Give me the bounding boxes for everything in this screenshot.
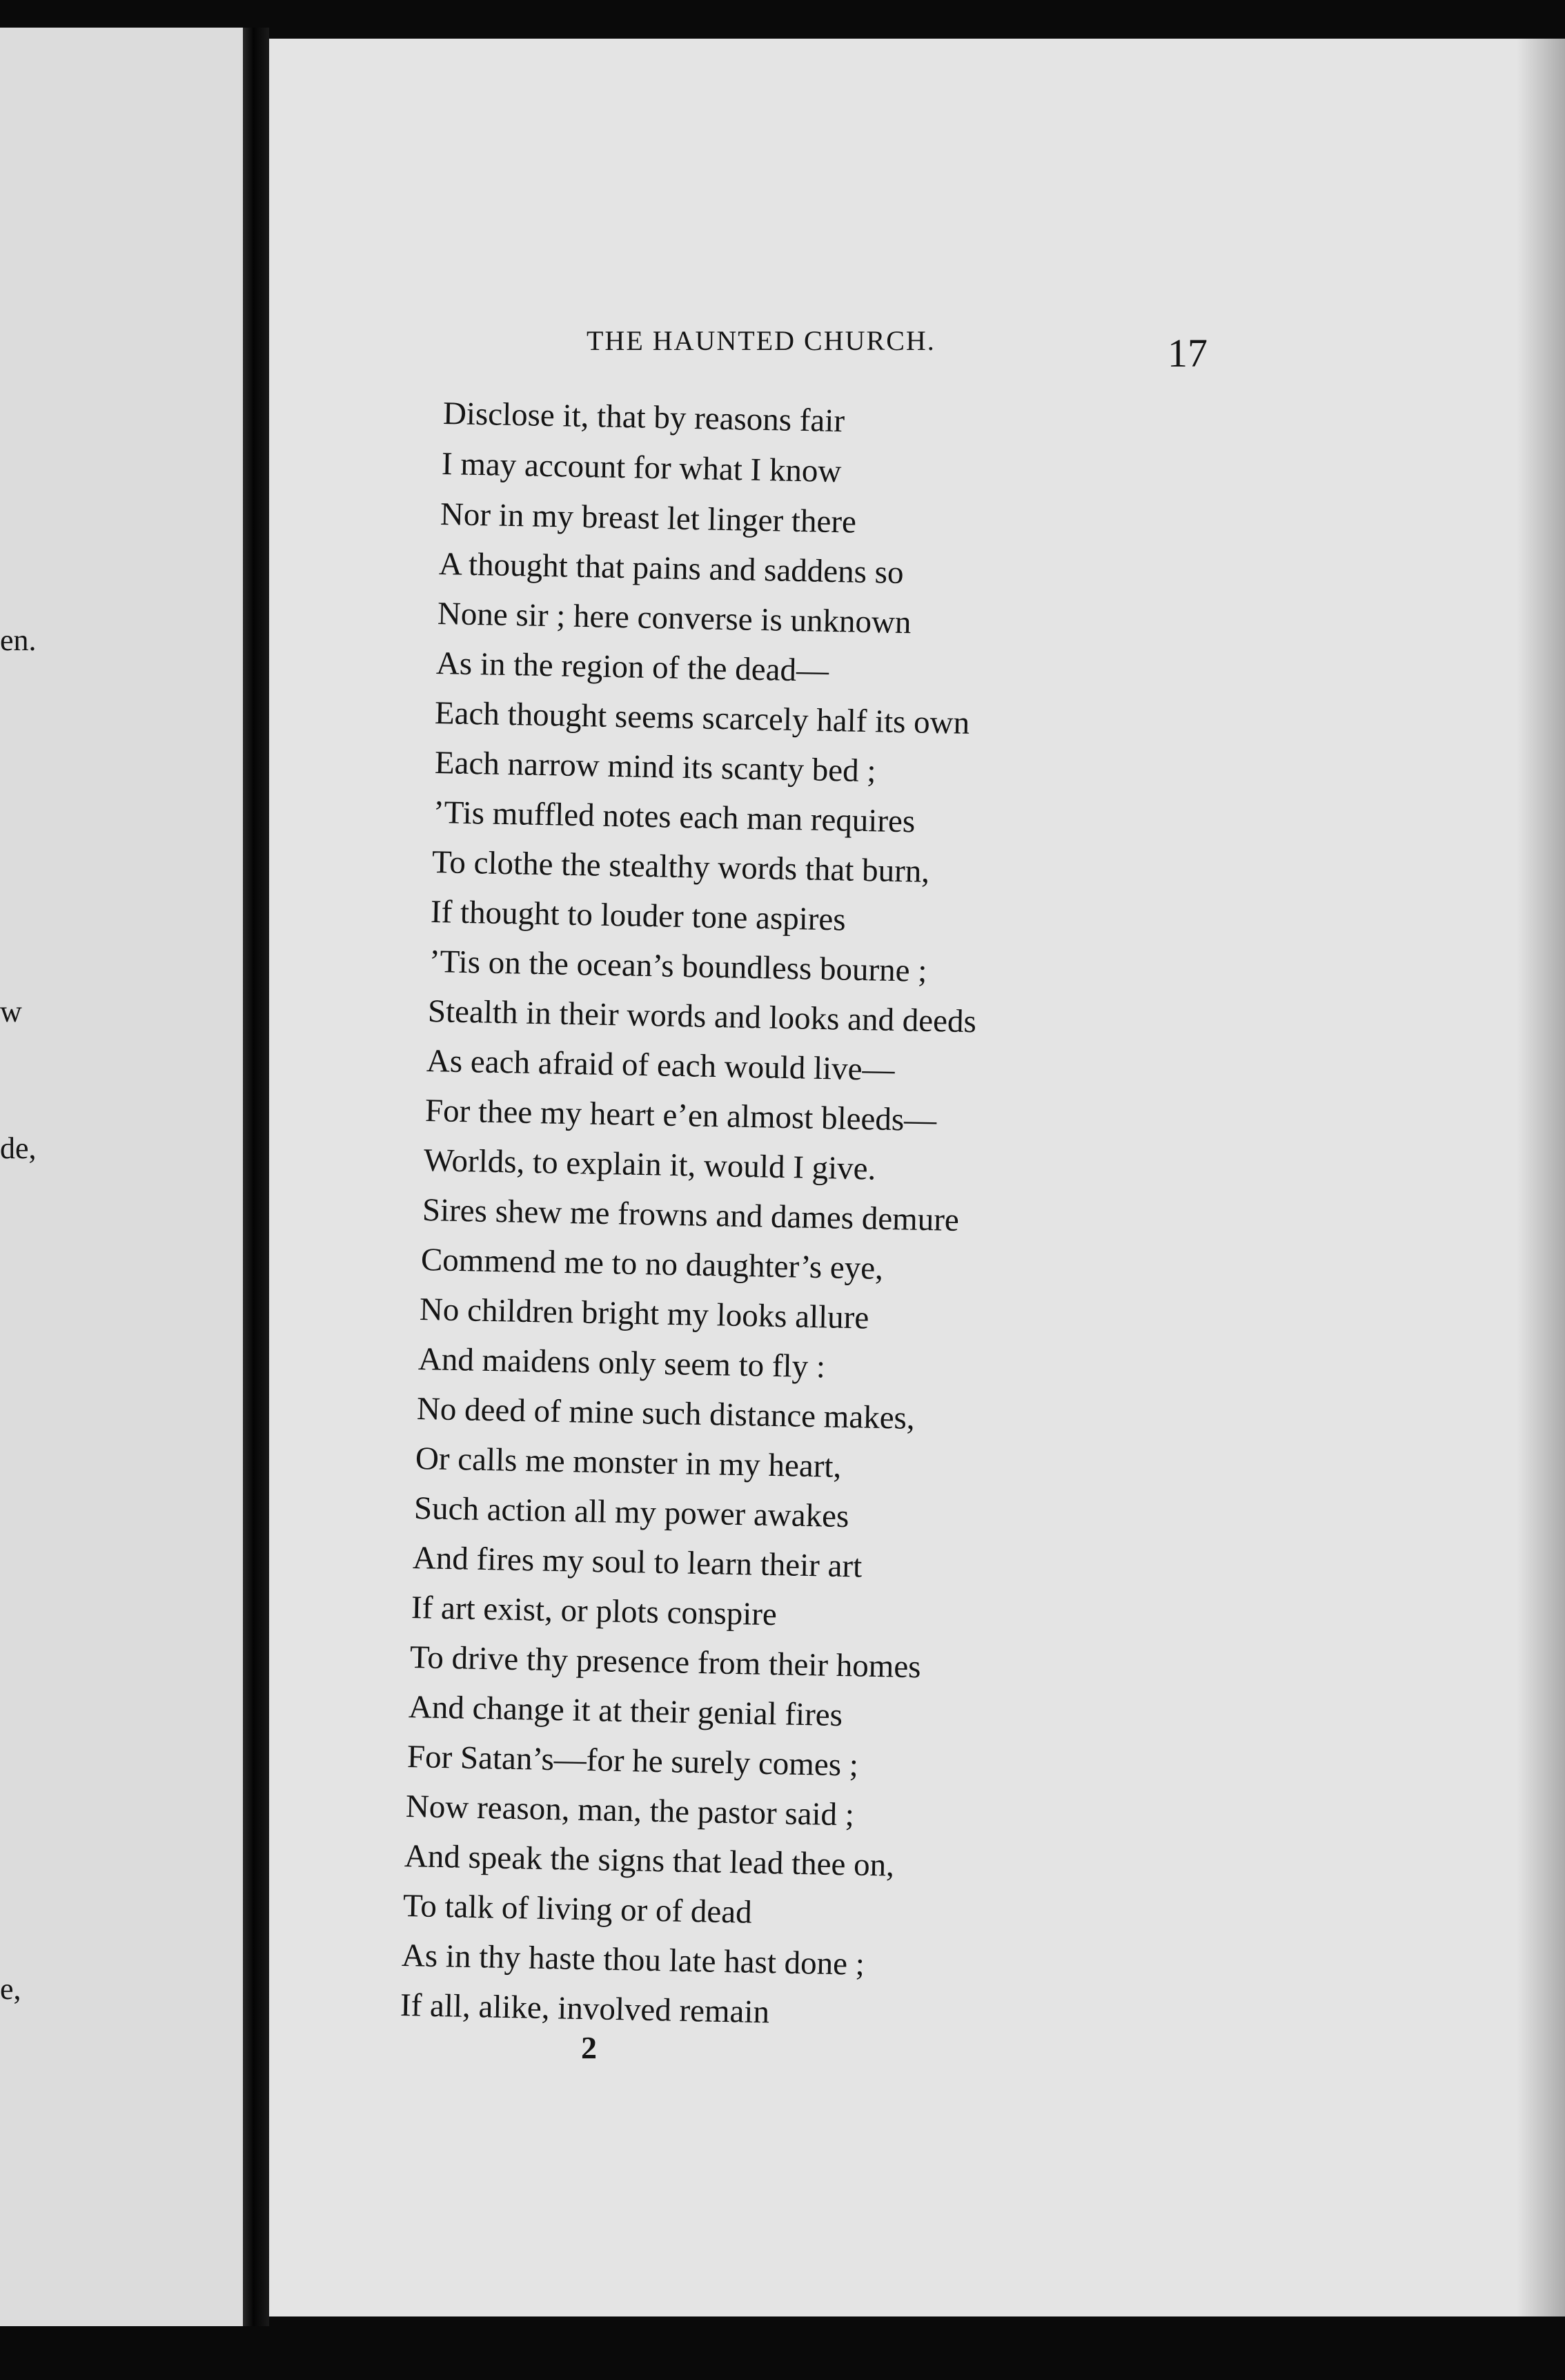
page-edge-shadow (1517, 39, 1565, 2316)
facing-page-fragment: e, (0, 1972, 21, 2006)
facing-page-left (0, 28, 243, 2326)
verse-line: As each afraid of each would live— (426, 1043, 895, 1089)
verse-line: Worlds, to explain it, would I give. (423, 1142, 876, 1187)
verse-line: If thought to louder tone aspires (430, 894, 847, 938)
verse-line: A thought that pains and saddens so (438, 546, 904, 591)
facing-page-fragment: en. (0, 623, 37, 657)
verse-line: Sires shew me frowns and dames demure (422, 1192, 960, 1238)
verse-line: No deed of mine such distance makes, (416, 1391, 916, 1436)
verse-line: And maidens only seem to fly : (417, 1341, 826, 1385)
verse-line: Nor in my breast let linger there (440, 496, 857, 540)
facing-page-fragment: w (0, 995, 22, 1028)
verse-line: ’Tis muffled notes each man requires (433, 794, 916, 840)
verse-line: I may account for what I know (441, 446, 842, 490)
facing-page-fragment: de, (0, 1131, 37, 1165)
page-number: 17 (1168, 331, 1208, 375)
signature-mark: 2 (581, 2030, 597, 2065)
verse-line: None sir ; here converse is unknown (437, 596, 912, 641)
verse-line: Stealth in their words and looks and deeds (427, 993, 977, 1040)
verse-line: If art exist, or plots conspire (411, 1590, 778, 1633)
verse-line: Each thought seems scarcely half its own (434, 695, 970, 741)
verse-line: For thee my heart e’en almost bleeds— (424, 1093, 937, 1139)
verse-line: And change it at their genial fires (408, 1689, 843, 1734)
binding-gutter (243, 28, 269, 2326)
verse-line: Such action all my power awakes (413, 1490, 849, 1535)
verse-line: ’Tis on the ocean’s boundless bourne ; (429, 944, 927, 989)
verse-line: To clothe the stealthy words that burn, (431, 844, 930, 890)
verse-line: And speak the signs that lead thee on, (404, 1838, 895, 1884)
verse-line: Or calls me monster in my heart, (415, 1441, 842, 1485)
verse-line: And fires my soul to learn their art (412, 1540, 863, 1585)
verse-line: Disclose it, that by reasons fair (442, 396, 845, 440)
verse-line: As in the region of the dead— (435, 645, 829, 689)
verse-line: No children bright my looks allure (419, 1291, 869, 1336)
verse-line: Now reason, man, the pastor said ; (405, 1788, 855, 1833)
verse-line: If all, alike, involved remain (400, 1987, 770, 2031)
verse-line: Commend me to no daughter’s eye, (420, 1242, 884, 1287)
verse-line: To drive thy presence from their homes (409, 1639, 922, 1686)
verse-line: As in thy haste thou late hast done ; (401, 1938, 865, 1982)
verse-line: For Satan’s—for he surely comes ; (406, 1739, 859, 1784)
verse-line: Each narrow mind its scanty bed ; (434, 745, 876, 790)
verse-line: To talk of living or of dead (402, 1888, 753, 1931)
running-head: THE HAUNTED CHURCH. (587, 325, 936, 356)
